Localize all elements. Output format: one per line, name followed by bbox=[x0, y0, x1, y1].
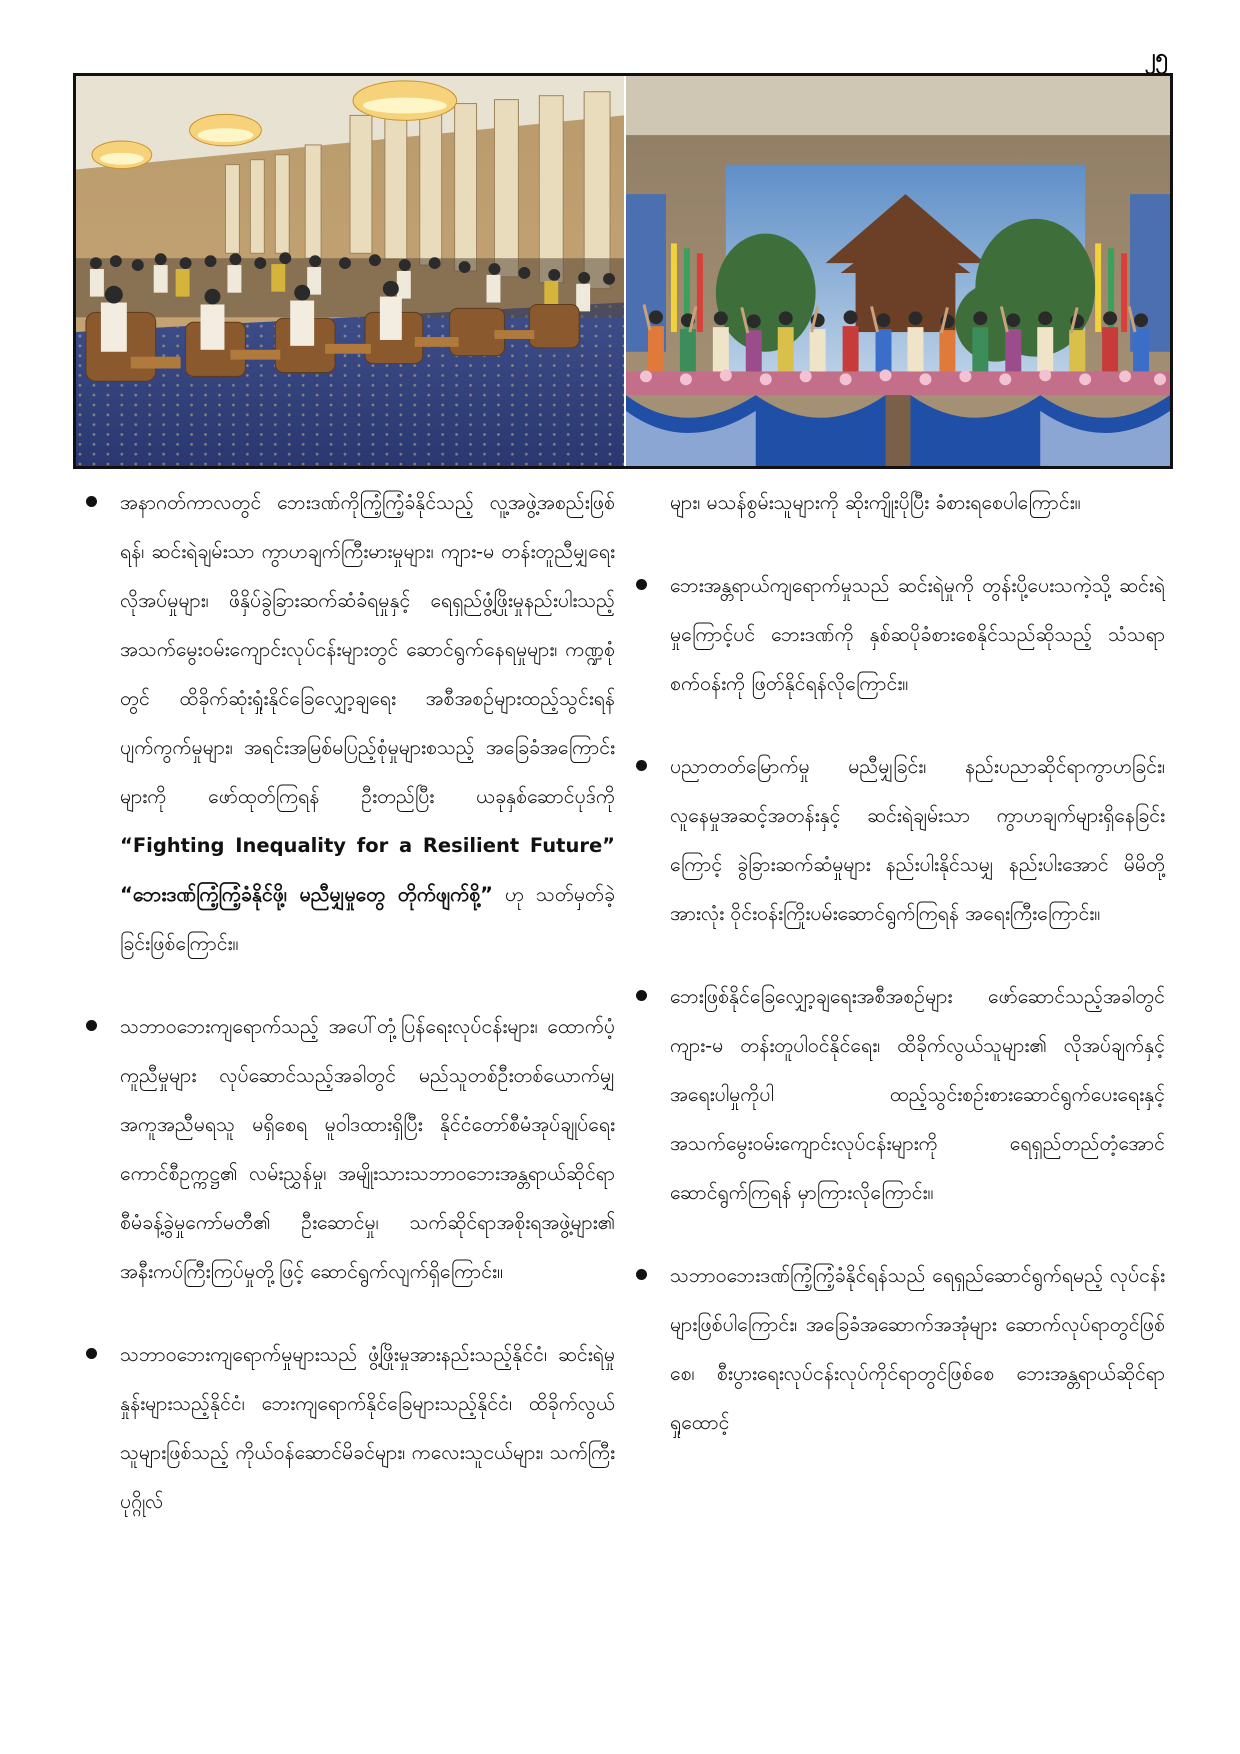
bullet-icon bbox=[636, 760, 647, 771]
paragraph-text: အနာဂတ်ကာလတွင် ဘေးဒဏ်ကိုကြံ့ကြံ့ခံနိုင်သည့် လူ့အဖွဲ့အစည်းဖြစ်ရန်၊ ဆင်းရဲချမ်းသာ ကွာဟချက်ကြီးမားမှုများ၊ ကျား-မ တန်းတူညီမျှရေး လိုအပ်မှုများ၊ ဖိနှိပ်ခွဲခြားဆက်ဆံခံရမှုနှင့် ရေရှည်ဖွံ့ဖြိုးမှုနည်းပါးသည့် အသက်မွေးဝမ်းကျောင်းလုပ်ငန်းများတွင် ဆောင်ရွက်နေရမှုများ၊ ကဏ္ဍစုံတွင် ထိခိုက်ဆုံးရှုံးနိုင်ခြေလျှော့ချရေး အစီအစဉ်များထည့်သွင်းရန် ပျက်ကွက်မှုများ၊ အရင်းအမြစ်မပြည့်စုံမှုများစသည့် အခြေခံအကြောင်းများကို ဖော်ထုတ်ကြရန် ဦးတည်ပြီး ယခုနှစ်ဆောင်ပုဒ်ကို bbox=[120, 491, 615, 808]
conference-hall-image bbox=[76, 76, 624, 466]
conference-hall-photo bbox=[76, 76, 626, 466]
paragraph bbox=[120, 478, 615, 968]
paragraph: ဘေးဖြစ်နိုင်ခြေလျှော့ချရေးအစီအစဉ်များ ဖော်ဆောင်သည့်အခါတွင် ကျား-မ တန်းတူပါဝင်နိုင်ရေး၊ ထိခိုက်လွယ်သူများ၏ လိုအပ်ချက်နှင့် အရေးပါမှုကိုပါ ထည့်သွင်းစဉ်းစားဆောင်ရွက်ပေးရေးနှင့် အသက်မွေးဝမ်းကျောင်းလုပ်ငန်းများကို ရေရှည်တည်တံ့အောင် ဆောင်ရွက်ကြရန် မှာကြားလိုကြောင်း။ bbox=[670, 985, 1165, 1204]
bullet-item bbox=[630, 972, 1165, 1217]
page-number: ၂၅ bbox=[1144, 45, 1168, 70]
photo-strip bbox=[73, 73, 1173, 469]
bullet-item bbox=[630, 561, 1165, 708]
stage-performance-image bbox=[626, 76, 1170, 466]
paragraph: ပညာတတ်မြောက်မှု မညီမျှခြင်း၊ နည်းပညာဆိုင်ရာကွာဟခြင်း၊ လူနေမှုအဆင့်အတန်းနှင့် ဆင်းရဲချမ်းသာ ကွာဟချက်များရှိနေခြင်းကြောင့် ခွဲခြားဆက်ဆံမှုများ နည်းပါးနိုင်သမျှ နည်းပါးအောင် မိမိတို့အားလုံး ဝိုင်းဝန်းကြိုးပမ်းဆောင်ရွက်ကြရန် အရေးကြီးကြောင်း။ bbox=[670, 755, 1165, 925]
left-column bbox=[80, 478, 615, 1560]
continued-paragraph: များ၊ မသန်စွမ်းသူများကို ဆိုးကျိုးပိုပြီး ခံစားရစေပါကြောင်း။ bbox=[670, 491, 1081, 514]
paragraph: ဘေးအန္တရာယ်ကျရောက်မှုသည် ဆင်းရဲမှုကို တွန်းပို့ပေးသကဲ့သို့ ဆင်းရဲမှုကြောင့်ပင် ဘေးဒဏ်ကို နှစ်ဆပိုခံစားစေနိုင်သည်ဆိုသည့် သံသရာစက်ဝန်းကို ဖြတ်နိုင်ရန်လိုကြောင်း။ bbox=[670, 574, 1165, 695]
bullet-icon bbox=[86, 1020, 97, 1031]
bullet-item bbox=[80, 478, 615, 968]
bullet-icon bbox=[636, 579, 647, 590]
bullet-icon bbox=[636, 990, 647, 1001]
paragraph-text: ဟု သတ်မှတ်ခဲ့ခြင်းဖြစ်ကြောင်း။ bbox=[120, 883, 615, 955]
bullet-item bbox=[80, 1330, 615, 1526]
paragraph: သဘာဝဘေးဒဏ်ကြံ့ကြံ့ခံနိုင်ရန်သည် ရေရှည်ဆောင်ရွက်ရမည့် လုပ်ငန်းများဖြစ်ပါကြောင်း၊ အခြေခံအဆောက်အအုံများ ဆောက်လုပ်ရာတွင်ဖြစ်စေ၊ စီးပွားရေးလုပ်ငန်းလုပ်ကိုင်ရာတွင်ဖြစ်စေ ဘေးအန္တရာယ်ဆိုင်ရာ ရှုထောင့် bbox=[670, 1264, 1165, 1434]
theme-slogan: “Fighting Inequality for a Resilient Future” “ဘေးဒဏ်ကြံ့ကြံ့ခံနိုင်ဖို့၊ မညီမျှမှုတွေ တိုက်ဖျက်စို့” bbox=[120, 834, 615, 906]
bullet-icon bbox=[86, 496, 97, 507]
paragraph: သဘာဝဘေးကျရောက်သည့် အပေါ်တုံ့ပြန်ရေးလုပ်ငန်းများ၊ ထောက်ပံ့ကူညီမှုများ လုပ်ဆောင်သည့်အခါတွင် မည်သူတစ်ဦးတစ်ယောက်မျှ အကူအညီမရသူ မရှိစေရ မူဝါဒထားရှိပြီး နိုင်ငံတော်စီမံအုပ်ချုပ်ရေးကောင်စီဥက္ကဋ္ဌ၏ လမ်းညွှန်မှု၊ အမျိုးသားသဘာဝဘေးအန္တရာယ်ဆိုင်ရာစီမံခန့်ခွဲမှုကော်မတီ၏ ဦးဆောင်မှု၊ သက်ဆိုင်ရာအစိုးရအဖွဲ့များ၏ အနီးကပ်ကြီးကြပ်မှုတို့ဖြင့် ဆောင်ရွက်လျက်ရှိကြောင်း။ bbox=[120, 1015, 615, 1283]
bullet-icon bbox=[636, 1269, 647, 1280]
bullet-item bbox=[630, 742, 1165, 938]
stage-performance-photo bbox=[626, 76, 1170, 466]
bullet-icon bbox=[86, 1348, 97, 1359]
right-column bbox=[630, 478, 1165, 1481]
bullet-item bbox=[630, 1251, 1165, 1447]
paragraph: သဘာဝဘေးကျရောက်မှုများသည် ဖွံ့ဖြိုးမှုအားနည်းသည့်နိုင်ငံ၊ ဆင်းရဲမှုနှုန်းများသည့်နိုင်ငံ၊ ဘေးကျရောက်နိုင်ခြေများသည့်နိုင်ငံ၊ ထိခိုက်လွယ်သူများဖြစ်သည့် ကိုယ်ဝန်ဆောင်မိခင်များ၊ ကလေးသူငယ်များ၊ သက်ကြီးပုဂ္ဂိုလ် bbox=[120, 1343, 615, 1513]
bullet-item bbox=[80, 1002, 615, 1296]
